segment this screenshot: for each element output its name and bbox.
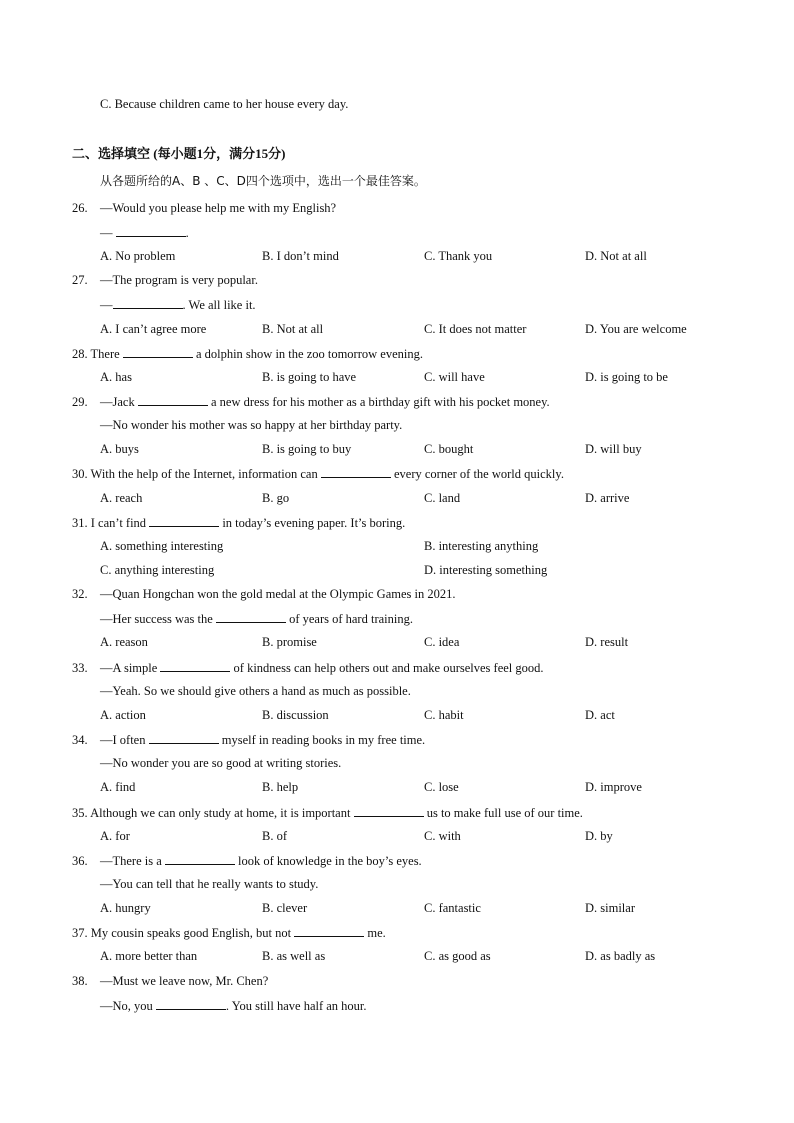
question-number: 26. xyxy=(72,201,88,215)
answer-blank xyxy=(116,224,186,237)
answer-blank xyxy=(354,804,424,817)
question-number: 37. xyxy=(72,926,88,940)
question-text: of kindness can help others out and make ourselves feel good. xyxy=(230,661,544,675)
option-a: A. hungry xyxy=(100,901,151,915)
previous-question-option-c: C. Because children came to her house every day. xyxy=(100,97,349,111)
question-text: a new dress for his mother as a birthday gift with his pocket money. xyxy=(207,395,550,409)
question-35-stem xyxy=(72,804,583,821)
question-number: 36. xyxy=(72,854,88,868)
section-heading: 二、选择填空 (每小题1分，满分15分) xyxy=(72,146,286,161)
option-d: D. similar xyxy=(585,901,635,915)
option-a: A. something interesting xyxy=(100,539,224,553)
option-d: D. is going to be xyxy=(585,370,668,384)
option-a: A. for xyxy=(100,829,130,843)
answer-blank xyxy=(113,296,183,309)
question-34-stem xyxy=(72,731,425,748)
question-text: —Quan Hongchan won the gold medal at the Olympic Games in 2021. xyxy=(100,587,456,601)
question-number: 33. xyxy=(72,661,88,675)
question-number: 38. xyxy=(72,974,88,988)
option-a: A. action xyxy=(100,708,146,722)
question-text: us to make full use of our time. xyxy=(423,806,583,820)
answer-blank xyxy=(216,610,286,623)
option-d: D. You are welcome xyxy=(585,322,687,336)
question-text: —Must we leave now, Mr. Chen? xyxy=(100,974,269,988)
question-38-reply xyxy=(100,997,367,1014)
option-b: B. promise xyxy=(262,635,317,649)
option-b: B. Not at all xyxy=(262,322,324,336)
question-text: a dolphin show in the zoo tomorrow evening. xyxy=(192,347,423,361)
question-36-stem xyxy=(72,852,422,869)
reply-text: — xyxy=(100,226,116,240)
question-text: myself in reading books in my free time. xyxy=(218,733,426,747)
question-32-stem xyxy=(72,586,455,602)
reply-text: . We all like it. xyxy=(182,298,256,312)
option-b: B. discussion xyxy=(262,708,329,722)
option-c: C. lose xyxy=(424,780,459,794)
option-b: B. is going to have xyxy=(262,370,357,384)
option-c: C. habit xyxy=(424,708,464,722)
question-text: There xyxy=(90,347,123,361)
answer-blank xyxy=(149,514,219,527)
question-number: 34. xyxy=(72,733,88,747)
answer-blank xyxy=(123,345,193,358)
option-a: A. reach xyxy=(100,491,143,505)
reply-text: —Her success was the xyxy=(100,612,216,626)
question-text: in today’s evening paper. It’s boring. xyxy=(219,516,406,530)
question-29-stem xyxy=(72,393,550,410)
question-text: —I often xyxy=(100,733,149,747)
option-c: C. will have xyxy=(424,370,485,384)
option-c: C. It does not matter xyxy=(424,322,527,336)
question-32-reply xyxy=(100,610,413,627)
option-b: B. of xyxy=(262,829,287,843)
option-a: A. reason xyxy=(100,635,148,649)
option-d: D. will buy xyxy=(585,442,642,456)
answer-blank xyxy=(156,997,226,1010)
section-instruction: 从各题所给的A、B 、C、D四个选项中，选出一个最佳答案。 xyxy=(100,174,426,188)
question-text: —There is a xyxy=(100,854,165,868)
option-b: B. as well as xyxy=(262,949,326,963)
option-d: D. result xyxy=(585,635,629,649)
option-a: A. has xyxy=(100,370,132,384)
reply-text: — xyxy=(100,298,113,312)
reply-text: . xyxy=(185,226,189,240)
question-31-stem xyxy=(72,514,405,531)
question-text: With the help of the Internet, information can xyxy=(90,467,321,481)
option-c: C. as good as xyxy=(424,949,491,963)
question-26-reply xyxy=(100,224,189,241)
option-d: D. improve xyxy=(585,780,642,794)
option-d: D. act xyxy=(585,708,615,722)
question-text: Although we can only study at home, it is important xyxy=(90,806,354,820)
option-b: B. go xyxy=(262,491,290,505)
answer-blank xyxy=(149,731,219,744)
reply-text: —No, you xyxy=(100,999,156,1013)
question-28-stem xyxy=(72,345,423,362)
answer-blank xyxy=(165,852,235,865)
question-36-reply: —You can tell that he really wants to study. xyxy=(100,877,319,891)
option-c: C. with xyxy=(424,829,461,843)
reply-text: . You still have half an hour. xyxy=(225,999,367,1013)
option-a: A. I can’t agree more xyxy=(100,322,207,336)
question-number: 30. xyxy=(72,467,88,481)
question-text: look of knowledge in the boy’s eyes. xyxy=(234,854,422,868)
question-text: every corner of the world quickly. xyxy=(390,467,564,481)
question-number: 29. xyxy=(72,395,88,409)
option-d: D. as badly as xyxy=(585,949,656,963)
option-c: C. anything interesting xyxy=(100,563,215,577)
answer-blank xyxy=(321,465,391,478)
question-text: —Jack xyxy=(100,395,138,409)
question-text: I can’t find xyxy=(90,516,150,530)
question-29-reply: —No wonder his mother was so happy at her birthday party. xyxy=(100,418,403,432)
option-c: C. bought xyxy=(424,442,474,456)
question-33-stem xyxy=(72,659,544,676)
question-number: 27. xyxy=(72,273,88,287)
option-a: A. more better than xyxy=(100,949,198,963)
question-38-stem xyxy=(72,973,268,989)
option-d: D. by xyxy=(585,829,613,843)
question-number: 28. xyxy=(72,347,88,361)
option-d: D. arrive xyxy=(585,491,630,505)
option-c: C. fantastic xyxy=(424,901,481,915)
question-37-stem xyxy=(72,924,386,941)
question-text: —The program is very popular. xyxy=(100,273,258,287)
question-number: 32. xyxy=(72,587,88,601)
question-27-stem xyxy=(72,272,258,288)
question-text: —Would you please help me with my English? xyxy=(100,201,337,215)
reply-text: of years of hard training. xyxy=(285,612,413,626)
option-b: B. is going to buy xyxy=(262,442,352,456)
option-b: B. help xyxy=(262,780,299,794)
option-b: B. clever xyxy=(262,901,308,915)
question-30-stem xyxy=(72,465,564,482)
option-a: A. find xyxy=(100,780,136,794)
question-27-reply xyxy=(100,296,256,313)
option-c: C. land xyxy=(424,491,461,505)
answer-blank xyxy=(138,393,208,406)
answer-blank xyxy=(294,924,364,937)
question-text: —A simple xyxy=(100,661,161,675)
question-text: My cousin speaks good English, but not xyxy=(90,926,295,940)
option-d: D. Not at all xyxy=(585,249,647,263)
question-34-reply: —No wonder you are so good at writing stories. xyxy=(100,756,342,770)
question-26-stem xyxy=(72,200,336,216)
option-c: C. Thank you xyxy=(424,249,493,263)
option-b: B. interesting anything xyxy=(424,539,539,553)
question-33-reply: —Yeah. So we should give others a hand as much as possible. xyxy=(100,684,411,698)
answer-blank xyxy=(160,659,230,672)
option-a: A. buys xyxy=(100,442,139,456)
option-a: A. No problem xyxy=(100,249,176,263)
option-c: C. idea xyxy=(424,635,460,649)
question-number: 35. xyxy=(72,806,88,820)
option-d: D. interesting something xyxy=(424,563,548,577)
option-b: B. I don’t mind xyxy=(262,249,339,263)
question-text: me. xyxy=(364,926,386,940)
question-number: 31. xyxy=(72,516,88,530)
